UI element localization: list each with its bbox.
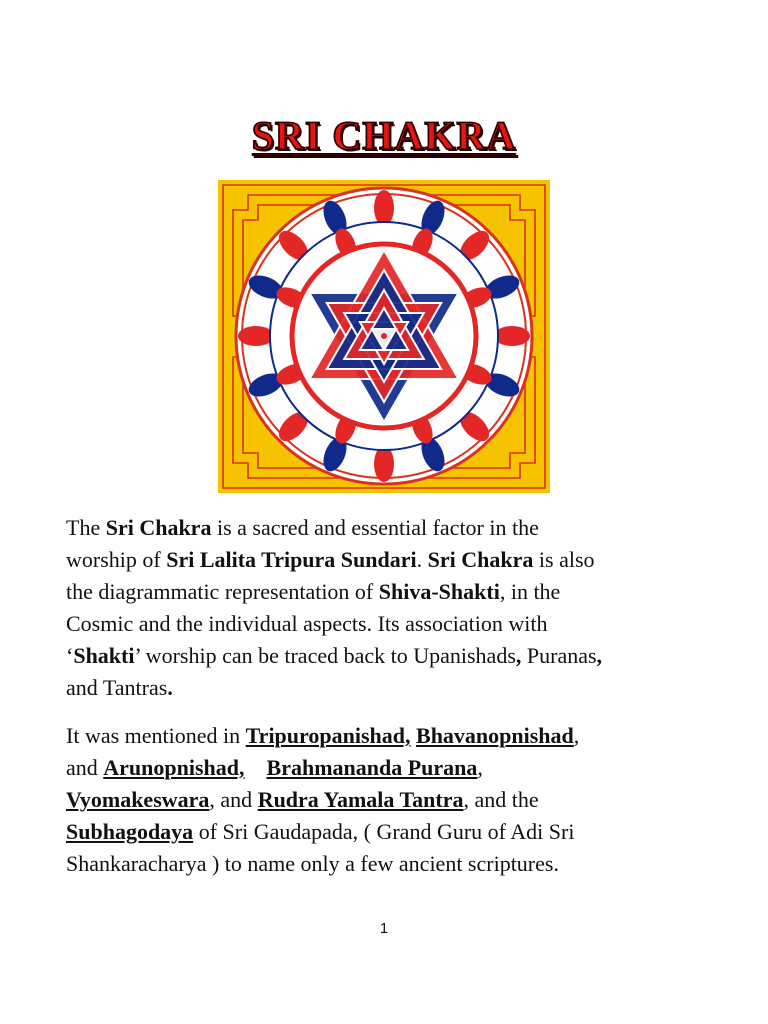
- sri-chakra-figure: [218, 180, 550, 493]
- outer-petal: [374, 190, 394, 226]
- scriptures-paragraph: It was mentioned in Tripuropanishad, Bhavanopnishad, and Arunopnishad, Brahmananda Purana, Vyomakeswara, and Rudra Yamala Tantra, and the Subhagodaya of Sri Gaudapada, ( Grand Guru of Adi Sri Shankaracharya ) to name only a few ancient scriptures.: [66, 723, 580, 876]
- outer-petal: [374, 446, 394, 482]
- outer-petal: [238, 326, 274, 346]
- outer-petal: [494, 326, 530, 346]
- page-number: 1: [379, 920, 389, 937]
- intro-paragraph: The Sri Chakra is a sacred and essential factor in the worship of Sri Lalita Tripura Sundari. Sri Chakra is also the diagrammatic representation of Shiva-Shakti, in the Cosmic and the individual aspects. Its association with ‘Shakti’ worship can be traced back to Upanishads, Puranas, and Tantras.: [66, 515, 603, 700]
- page-title: SRI CHAKRA: [251, 113, 517, 158]
- sri-chakra-yantra-icon: [218, 180, 550, 493]
- bindu: [381, 333, 387, 339]
